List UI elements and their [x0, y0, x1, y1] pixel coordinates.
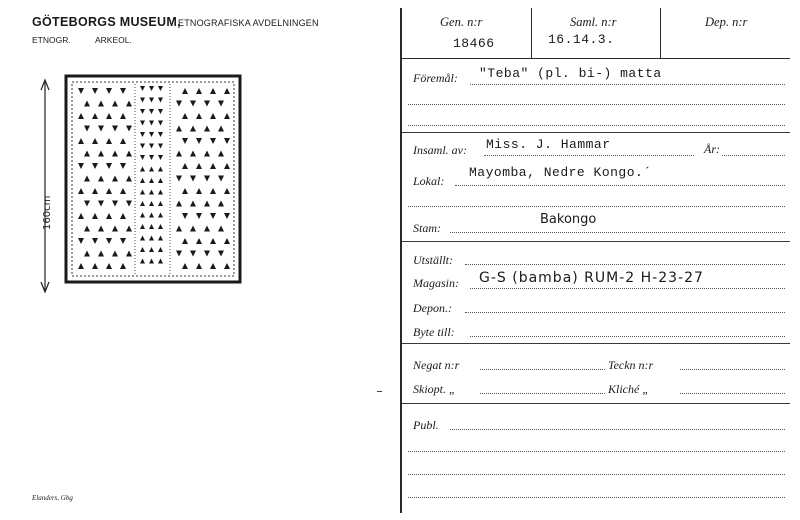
pattern-triangle: [224, 238, 230, 244]
pattern-triangle: [158, 201, 163, 206]
pattern-triangle: [92, 138, 98, 144]
pattern-triangle: [196, 163, 202, 169]
pattern-triangle: [106, 188, 112, 194]
pattern-triangle: [126, 126, 132, 132]
pattern-triangle: [204, 251, 210, 257]
pattern-triangle: [149, 86, 154, 91]
pattern-triangle: [92, 213, 98, 219]
pattern-triangle: [140, 86, 145, 91]
pattern-triangle: [196, 88, 202, 94]
pattern-triangle: [149, 201, 154, 206]
gen-number-value: 18466: [453, 36, 495, 51]
pattern-triangle: [210, 263, 216, 269]
pattern-triangle: [112, 151, 118, 157]
pattern-triangle: [218, 101, 224, 107]
exchange-label: Byte till:: [413, 325, 455, 339]
pattern-triangle: [158, 178, 163, 183]
pattern-triangle: [92, 88, 98, 94]
pattern-triangle: [158, 213, 163, 218]
pattern-triangle: [224, 188, 230, 194]
pattern-triangle: [84, 201, 90, 207]
dep-number-label: Dep. n:r: [705, 15, 748, 29]
pattern-triangle: [126, 251, 132, 257]
pattern-triangle: [140, 132, 145, 137]
pattern-triangle: [126, 226, 132, 232]
pattern-triangle: [224, 163, 230, 169]
pattern-triangle: [78, 238, 84, 244]
pattern-triangle: [140, 144, 145, 149]
pattern-triangle: [190, 251, 196, 257]
pattern-triangle: [98, 201, 104, 207]
collected-by-label: Insaml. av:: [413, 143, 467, 157]
collected-by-value: Miss. J. Hammar: [486, 137, 611, 152]
pattern-triangle: [224, 138, 230, 144]
dimension-arrow: [41, 80, 49, 292]
pattern-triangle: [112, 176, 118, 182]
pattern-triangle: [176, 226, 182, 232]
pattern-triangle: [126, 176, 132, 182]
pattern-triangle: [140, 109, 145, 114]
locality-label: Lokal:: [413, 174, 445, 188]
pattern-triangle: [149, 190, 154, 195]
pattern-triangle: [98, 226, 104, 232]
pattern-triangle: [196, 113, 202, 119]
pattern-triangle: [140, 178, 145, 183]
tribe-value: Bakongo: [540, 212, 597, 227]
pattern-triangle: [182, 188, 188, 194]
pattern-triangle: [158, 247, 163, 252]
pattern-triangle: [224, 88, 230, 94]
pattern-triangle: [140, 224, 145, 229]
pattern-triangle: [98, 151, 104, 157]
pattern-triangle: [149, 155, 154, 160]
pattern-triangle: [182, 213, 188, 219]
pattern-triangle: [92, 113, 98, 119]
pattern-triangle: [106, 263, 112, 269]
pattern-triangle: [210, 113, 216, 119]
pattern-triangle: [176, 176, 182, 182]
pattern-triangle: [204, 151, 210, 157]
pattern-triangle: [210, 88, 216, 94]
slide-label: Skiopt. „: [413, 382, 456, 396]
pattern-triangle: [120, 238, 126, 244]
pattern-triangle: [106, 138, 112, 144]
pattern-triangle: [182, 163, 188, 169]
pattern-triangle: [196, 188, 202, 194]
pattern-triangle: [112, 101, 118, 107]
pattern-triangle: [84, 226, 90, 232]
pattern-triangle: [158, 98, 163, 103]
section-archaeology: ARKEOL.: [95, 35, 132, 45]
pattern-triangle: [224, 113, 230, 119]
pattern-triangle: [98, 176, 104, 182]
pattern-triangle: [140, 213, 145, 218]
pattern-triangle: [176, 201, 182, 207]
storage-label: Magasin:: [413, 276, 459, 290]
pattern-triangle: [218, 251, 224, 257]
pattern-triangle: [218, 151, 224, 157]
cliche-label: Kliché „: [608, 382, 649, 396]
pattern-triangle: [140, 259, 145, 264]
pattern-triangle: [149, 121, 154, 126]
drawing-number-label: Teckn n:r: [608, 358, 654, 372]
pattern-triangle: [106, 238, 112, 244]
dimension-label: 160cm: [42, 195, 53, 230]
triangle-pattern: [78, 86, 230, 269]
object-value: "Teba" (pl. bi-) matta: [479, 66, 662, 81]
pattern-triangle: [158, 86, 163, 91]
pattern-triangle: [149, 178, 154, 183]
pattern-triangle: [140, 98, 145, 103]
museum-name: GÖTEBORGS MUSEUM,: [32, 15, 181, 29]
pattern-triangle: [158, 144, 163, 149]
pattern-triangle: [98, 101, 104, 107]
pattern-triangle: [98, 251, 104, 257]
pattern-triangle: [182, 113, 188, 119]
tribe-label: Stam:: [413, 221, 441, 235]
pattern-triangle: [140, 236, 145, 241]
pattern-triangle: [120, 113, 126, 119]
pattern-triangle: [190, 126, 196, 132]
pattern-triangle: [120, 138, 126, 144]
storage-value: G-S (bamba) RUM-2 H-23-27: [479, 270, 704, 286]
pattern-triangle: [84, 151, 90, 157]
pattern-triangle: [149, 236, 154, 241]
saml-number-label: Saml. n:r: [570, 15, 617, 29]
pattern-triangle: [92, 188, 98, 194]
pattern-triangle: [218, 201, 224, 207]
pattern-triangle: [140, 167, 145, 172]
pattern-triangle: [190, 201, 196, 207]
pattern-triangle: [158, 190, 163, 195]
pattern-triangle: [196, 238, 202, 244]
pattern-triangle: [158, 236, 163, 241]
pattern-triangle: [78, 88, 84, 94]
pattern-triangle: [210, 138, 216, 144]
exhibited-label: Utställt:: [413, 253, 454, 267]
pattern-triangle: [140, 201, 145, 206]
pattern-triangle: [158, 224, 163, 229]
pattern-triangle: [106, 163, 112, 169]
pattern-triangle: [218, 176, 224, 182]
pattern-triangle: [190, 151, 196, 157]
pattern-triangle: [210, 238, 216, 244]
pattern-triangle: [149, 144, 154, 149]
pattern-triangle: [78, 163, 84, 169]
pattern-triangle: [182, 138, 188, 144]
pattern-triangle: [182, 88, 188, 94]
publication-label: Publ.: [413, 418, 439, 432]
pattern-triangle: [92, 263, 98, 269]
pattern-triangle: [190, 176, 196, 182]
pattern-triangle: [190, 226, 196, 232]
pattern-triangle: [106, 213, 112, 219]
pattern-triangle: [112, 251, 118, 257]
card-left-border: [400, 8, 402, 513]
pattern-triangle: [210, 188, 216, 194]
pattern-triangle: [218, 126, 224, 132]
pattern-triangle: [204, 126, 210, 132]
section-ethnography: ETNOGR.: [32, 35, 71, 45]
pattern-triangle: [84, 101, 90, 107]
pattern-triangle: [120, 213, 126, 219]
pattern-triangle: [196, 263, 202, 269]
pattern-triangle: [149, 167, 154, 172]
pattern-triangle: [210, 163, 216, 169]
pattern-triangle: [98, 126, 104, 132]
pattern-triangle: [204, 101, 210, 107]
pattern-triangle: [224, 213, 230, 219]
pattern-triangle: [140, 190, 145, 195]
saml-number-value: 16.14.3.: [548, 32, 615, 47]
pattern-triangle: [78, 263, 84, 269]
pattern-triangle: [158, 167, 163, 172]
pattern-triangle: [140, 155, 145, 160]
pattern-triangle: [78, 138, 84, 144]
pattern-triangle: [78, 213, 84, 219]
pattern-triangle: [204, 226, 210, 232]
pattern-triangle: [210, 213, 216, 219]
pattern-triangle: [149, 213, 154, 218]
mat-sketch: [30, 70, 250, 300]
pattern-triangle: [176, 251, 182, 257]
negative-number-label: Negat n:r: [413, 358, 460, 372]
pattern-triangle: [158, 121, 163, 126]
pattern-triangle: [120, 88, 126, 94]
pattern-triangle: [182, 263, 188, 269]
pattern-triangle: [92, 238, 98, 244]
year-label: År:: [704, 142, 720, 156]
pattern-triangle: [204, 201, 210, 207]
pattern-triangle: [176, 151, 182, 157]
pattern-triangle: [84, 176, 90, 182]
pattern-triangle: [149, 224, 154, 229]
speck: [377, 391, 382, 392]
deposit-label: Depon.:: [413, 301, 452, 315]
pattern-triangle: [140, 121, 145, 126]
pattern-triangle: [112, 201, 118, 207]
pattern-triangle: [204, 176, 210, 182]
pattern-triangle: [106, 113, 112, 119]
pattern-triangle: [120, 163, 126, 169]
pattern-triangle: [126, 151, 132, 157]
pattern-triangle: [224, 263, 230, 269]
pattern-triangle: [158, 259, 163, 264]
pattern-triangle: [84, 126, 90, 132]
pattern-triangle: [126, 101, 132, 107]
object-label: Föremål:: [413, 71, 458, 85]
pattern-triangle: [140, 247, 145, 252]
department-name: ETNOGRAFISKA AVDELNINGEN: [178, 18, 319, 28]
pattern-triangle: [149, 109, 154, 114]
locality-value: Mayomba, Nedre Kongo.´: [469, 165, 652, 180]
pattern-triangle: [84, 251, 90, 257]
pattern-triangle: [149, 259, 154, 264]
pattern-triangle: [120, 263, 126, 269]
pattern-triangle: [218, 226, 224, 232]
pattern-triangle: [176, 126, 182, 132]
pattern-triangle: [196, 213, 202, 219]
printer-note: Elanders, Gbg: [32, 494, 73, 502]
pattern-triangle: [106, 88, 112, 94]
pattern-triangle: [149, 98, 154, 103]
pattern-triangle: [112, 126, 118, 132]
pattern-triangle: [78, 113, 84, 119]
pattern-triangle: [112, 226, 118, 232]
pattern-triangle: [92, 163, 98, 169]
pattern-triangle: [176, 101, 182, 107]
pattern-triangle: [182, 238, 188, 244]
pattern-triangle: [120, 188, 126, 194]
pattern-triangle: [158, 132, 163, 137]
gen-number-label: Gen. n:r: [440, 15, 483, 29]
pattern-triangle: [158, 109, 163, 114]
pattern-triangle: [190, 101, 196, 107]
pattern-triangle: [149, 247, 154, 252]
pattern-triangle: [158, 155, 163, 160]
pattern-triangle: [196, 138, 202, 144]
pattern-triangle: [126, 201, 132, 207]
pattern-triangle: [149, 132, 154, 137]
pattern-triangle: [78, 188, 84, 194]
